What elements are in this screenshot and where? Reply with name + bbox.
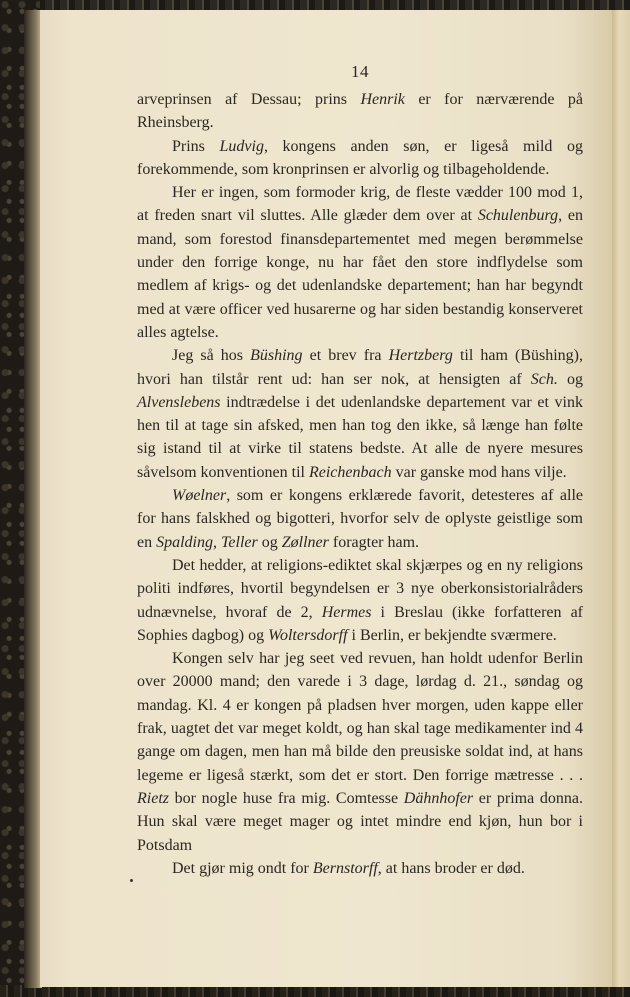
text-run: indtrædelse i det udenlandske departement var et vink hen til at tage sin afsked, men han tog den ikke, så længe han følte sig istand til at virke til statens bedste. At alle de nyere mesures såvelsom konventionen til <box>137 393 583 481</box>
italic-name: Reichenbach <box>308 463 392 481</box>
paragraph <box>137 554 583 647</box>
text-run: Jeg så hos <box>172 347 251 365</box>
paragraph <box>137 857 583 880</box>
text-run: Prins <box>172 137 220 155</box>
italic-name: Hertzberg <box>388 347 453 365</box>
text-run: til ham (Büshing), hvori han tilstår rent ud: han ser nok, at hensigten af <box>137 347 583 388</box>
text-run: bor nogle huse fra mig. Comtesse <box>169 789 404 807</box>
text-run: Kongen selv har jeg seet ved revuen, han holdt udenfor Berlin over 20000 mand; den varede i 3 dage, lørdag d. 21., søndag og mandag. Kl. 4 er kongen på pladsen hver morgen, uden kappe eller frak, uagtet det var meget koldt, og han skal tage medikamenter ind 4 gange om dagen, men han må bilde den preusiske soldat ind, at hans legeme er ligeså stærkt, som det er stort. Den forrige mætresse . . . <box>137 650 583 784</box>
italic-name: Teller <box>221 533 258 551</box>
paragraph <box>137 88 583 135</box>
italic-name: Büshing <box>250 347 303 365</box>
page-edge-right <box>612 10 630 987</box>
body-text <box>137 88 583 880</box>
paragraph <box>137 344 583 484</box>
italic-name: Spalding <box>156 533 213 551</box>
text-run: foragter ham. <box>328 533 420 551</box>
italic-name: Hermes <box>321 603 372 621</box>
italic-name: Zøllner <box>281 533 329 551</box>
text-run: og <box>557 370 584 388</box>
page-number: 14 <box>351 62 369 81</box>
italic-name: Woltersdorff <box>268 626 348 644</box>
text-run: Det gjør mig ondt for <box>172 859 313 877</box>
text-run: Det hedder, at religions-ediktet skal skjærpes og en ny religions politi indføres, hvortil begyndelsen er 3 nye oberkonsistorialråders udnævnelse, hvoraf de 2, <box>137 556 583 621</box>
italic-name: Sch. <box>530 370 558 388</box>
paragraph <box>137 135 583 182</box>
text-run: Her er ingen, som formoder krig, de fleste vædder 100 mod 1, at freden snart vil sluttes. Alle glæder dem over at <box>137 184 583 225</box>
text-run: , kongens anden søn, er ligeså mild og forekommende, som kronprinsen er alvorlig og tilbageholdende. <box>137 137 583 178</box>
text-run: , at hans broder er død. <box>377 859 525 877</box>
text-run: et brev fra <box>302 347 389 365</box>
text-run: i Breslau (ikke forfatteren af Sophies dagbog) og <box>137 603 583 644</box>
italic-name: Alvenslebens <box>137 393 221 411</box>
text-run: i Berlin, er bekjendte sværmere. <box>347 626 557 644</box>
text-run: og <box>257 533 282 551</box>
paragraph <box>137 484 583 554</box>
italic-name: Bernstorff <box>312 859 378 877</box>
text-run: , som er kongens erklærede favorit, detesteres af alle for hans falskhed og bigotteri, hvorfor selv de oplyste geistlige som en <box>137 487 583 551</box>
text-run: var ganske mod hans vilje. <box>391 463 567 481</box>
paragraph <box>137 181 583 344</box>
paragraph <box>137 647 583 857</box>
text-run: , <box>213 533 221 551</box>
italic-name: Wøelner <box>172 487 227 505</box>
italic-name: Rietz <box>137 789 169 807</box>
italic-name: Dähnhofer <box>403 789 474 807</box>
italic-name: Ludvig <box>219 137 264 155</box>
ink-speck <box>130 879 133 882</box>
text-run: er prima donna. Hun skal være meget mager og intet mindre end kjøn, hun bor i Potsdam <box>137 789 583 854</box>
text-run: , en mand, som forestod finansdepartementet med megen berømmelse under den forrige konge, nu har fået den store indflydelse som medlem af krigs- og det udenlandske departement; han har begyndt med at være officer ved husarerne og har siden bestandig konserveret alles agtelse. <box>137 207 583 341</box>
text-run: arveprinsen af Dessau; prins <box>137 91 361 108</box>
italic-name: Schulenburg <box>477 207 559 225</box>
italic-name: Henrik <box>360 91 405 108</box>
text-run: er for nærværende på Rheinsberg. <box>137 91 584 132</box>
